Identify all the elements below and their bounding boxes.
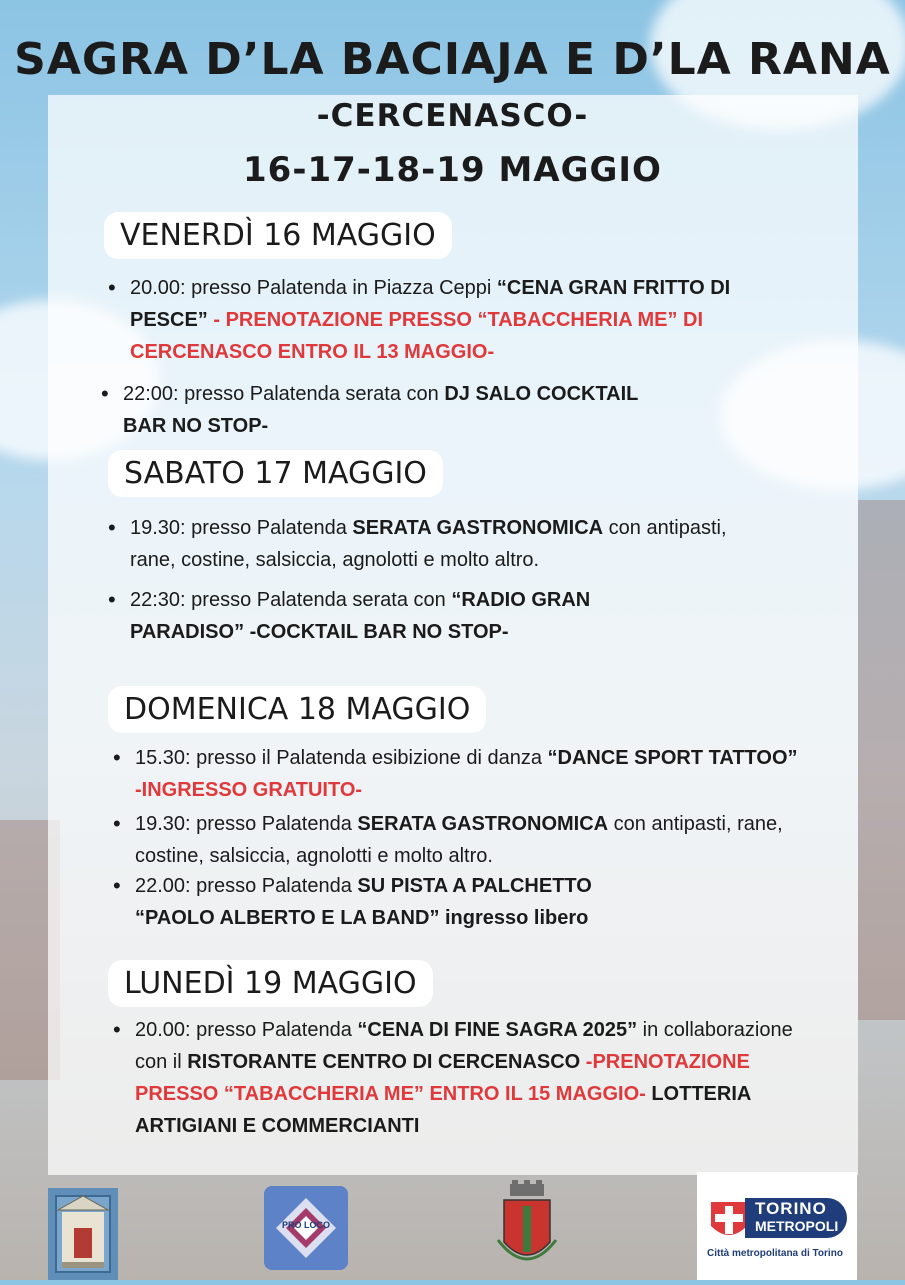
torino-metropoli-logo <box>697 1172 857 1280</box>
event-time: 19.30: presso Palatenda <box>135 813 358 835</box>
event-location: -CERCENASCO- <box>316 98 589 134</box>
monument-icon <box>48 1188 118 1280</box>
bullet-icon: • <box>113 811 121 836</box>
day-heading-saturday: SABATO 17 MAGGIO <box>108 450 443 497</box>
brand-line-1: TORINO <box>755 1199 827 1218</box>
event-time: 20.00: presso Palatenda in Piazza Ceppi <box>130 277 497 299</box>
savoy-shield-icon <box>709 1200 749 1244</box>
event-booking-note: -PRENOTAZIONE PRESSO “TABACCHERIA ME” ENTRO IL 15 MAGGIO- <box>135 1051 750 1105</box>
bullet-icon: • <box>108 275 116 300</box>
event-highlight: SU PISTA A PALCHETTO “PAOLO ALBERTO E LA BAND” ingresso libero <box>135 875 592 929</box>
event-item <box>108 272 810 368</box>
event-highlight: “RADIO GRAN PARADISO” -COCKTAIL BAR NO STOP- <box>130 589 591 643</box>
event-time: 22:00: presso Palatenda serata con <box>123 383 445 405</box>
event-detail: con antipasti, rane, costine, salsiccia, agnolotti e molto altro. <box>130 517 727 571</box>
brand-subtitle: Città metropolitana di Torino <box>707 1248 843 1259</box>
event-highlight: “CENA DI FINE SAGRA 2025” <box>357 1019 638 1041</box>
event-item <box>113 870 675 934</box>
event-highlight: “CENA GRAN FRITTO DI PESCE” <box>130 277 731 331</box>
event-highlight: SERATA GASTRONOMICA <box>357 813 609 835</box>
event-item <box>101 378 643 442</box>
event-booking-note: - PRENOTAZIONE PRESSO “TABACCHERIA ME” DI CERCENASCO ENTRO IL 13 MAGGIO- <box>130 309 704 363</box>
event-time: 22:30: presso Palatenda serata con <box>130 589 452 611</box>
building-silhouette <box>858 500 905 1020</box>
event-time: 15.30: presso il Palatenda esibizione di danza <box>135 747 548 769</box>
bullet-icon: • <box>101 381 109 406</box>
event-time: 20.00: presso Palatenda <box>135 1019 358 1041</box>
event-item <box>113 742 805 806</box>
event-lottery: LOTTERIA ARTIGIANI E COMMERCIANTI <box>135 1083 751 1137</box>
bullet-icon: • <box>108 587 116 612</box>
bullet-icon: • <box>113 873 121 898</box>
coat-of-arms-icon <box>492 1180 562 1280</box>
event-partner: RISTORANTE CENTRO DI CERCENASCO <box>187 1051 581 1073</box>
day-heading-sunday: DOMENICA 18 MAGGIO <box>108 686 486 733</box>
event-title: SAGRA D’LA BACIAJA E D’LA RANA <box>14 34 891 85</box>
bullet-icon: • <box>108 515 116 540</box>
event-detail: con antipasti, rane, costine, salsiccia, agnolotti e molto altro. <box>135 813 783 867</box>
event-highlight: SERATA GASTRONOMICA <box>352 517 604 539</box>
municipality-crest <box>492 1180 562 1280</box>
event-time: 19.30: presso Palatenda <box>130 517 353 539</box>
day-heading-monday: LUNEDÌ 19 MAGGIO <box>108 960 433 1007</box>
event-item <box>108 512 770 576</box>
brand-line-2: METROPOLI <box>755 1218 839 1234</box>
bullet-icon: • <box>113 1017 121 1042</box>
event-entry-note: -INGRESSO GRATUITO- <box>135 779 363 801</box>
event-highlight: “DANCE SPORT TATTOO” <box>547 747 798 769</box>
pro-loco-logo <box>262 1184 350 1272</box>
association-logo <box>48 1188 118 1280</box>
bullet-icon: • <box>113 745 121 770</box>
event-detail: in collaborazione con il <box>135 1019 793 1073</box>
event-dates: 16-17-18-19 MAGGIO <box>243 150 662 190</box>
event-time: 22.00: presso Palatenda <box>135 875 358 897</box>
event-item <box>113 1014 805 1142</box>
pro-loco-label: PRO LOCO <box>281 1220 330 1230</box>
event-item <box>113 808 835 872</box>
day-heading-friday: VENERDÌ 16 MAGGIO <box>104 212 452 259</box>
event-item <box>108 584 690 648</box>
event-highlight: DJ SALO COCKTAIL BAR NO STOP- <box>123 383 639 437</box>
